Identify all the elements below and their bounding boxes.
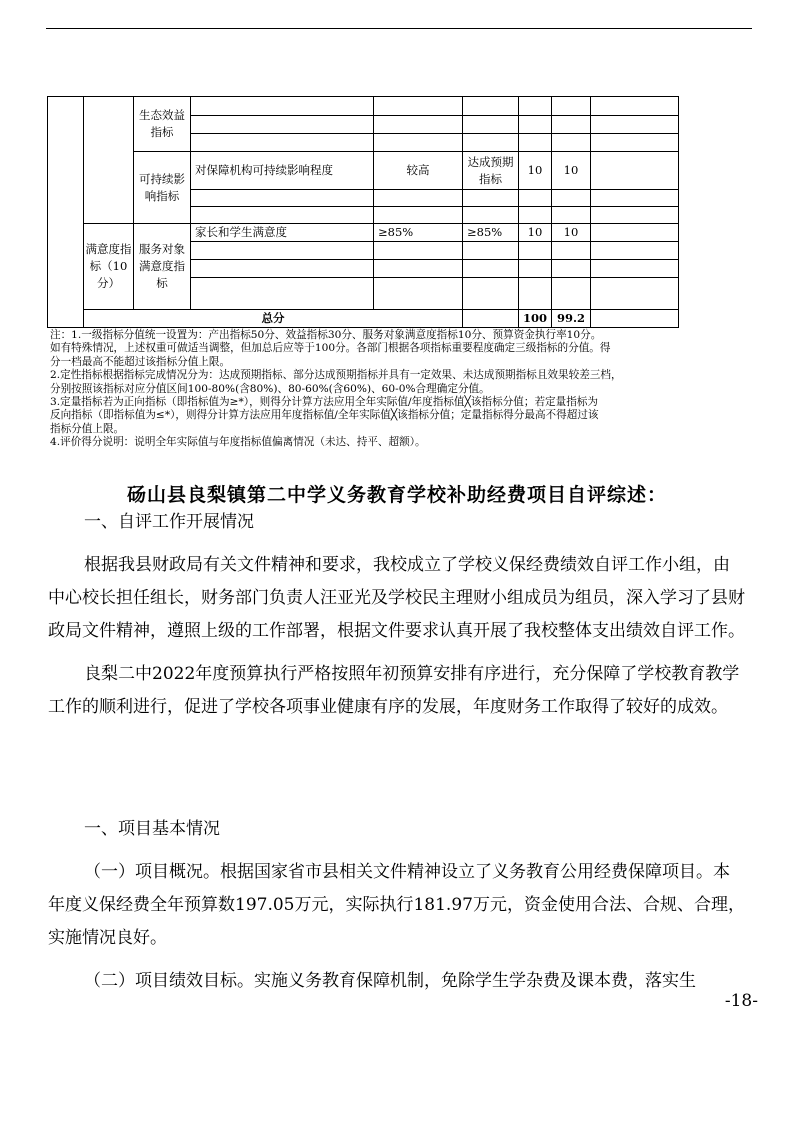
table-row <box>48 310 679 328</box>
paragraph: 根据我县财政局有关文件精神和要求，我校成立了学校义保经费绩效自评工作小组，由中心校长担任组长，财务部门负责人汪亚光及学校民主理财小组成员为组员，深入学习了县财政局文件精神，遵照上级的工作部署，根据文件要求认真开展了我校整体支出绩效自评工作。 <box>48 555 745 641</box>
table-row <box>48 97 679 116</box>
sat-indicator: 家长和学生满意度 <box>191 224 374 242</box>
sat-actual: ≥85% <box>463 224 519 242</box>
performance-table <box>47 96 679 328</box>
section-title: 一、自评工作开展情况 <box>84 512 254 532</box>
sat-score: 10 <box>552 224 591 242</box>
note-line: 2.定性指标根据指标完成情况分为：达成预期指标、部分达成预期指标并具有一定效果、未达成预期指标且效果较差三档， <box>50 369 622 382</box>
table-notes <box>50 329 710 450</box>
sustain-label: 可持续影响指标 <box>134 152 191 224</box>
note-line: 指标分值上限。 <box>50 422 125 435</box>
blank-cell <box>84 97 134 224</box>
table-row <box>48 224 679 242</box>
note-line: 如有特殊情况，上述权重可做适当调整，但加总后应等于100分。各部门根据各项指标重要程度确定三级指标的分值。得 <box>50 342 611 355</box>
total-weight: 100 <box>519 310 552 328</box>
total-score: 99.2 <box>552 310 591 328</box>
sustain-target: 较高 <box>374 152 463 190</box>
table-row <box>48 152 679 190</box>
header-rule <box>46 28 752 29</box>
note-line: 注：1.一级指标分值统一设置为：产出指标50分、效益指标30分、服务对象满意度指标10分、预算资金执行率10分。 <box>50 329 602 341</box>
note-line: 分一档最高不能超过该指标分值上限。 <box>50 355 231 368</box>
note-line: 3.定量指标若为正向指标（即指标值为≥*），则得分计算方法应用全年实际值/年度指标值╳该指标分值；若定量指标为 <box>50 396 599 409</box>
eco-benefit-label: 生态效益指标 <box>134 97 191 152</box>
note-line: 4.评价得分说明：说明全年实际值与年度指标值偏离情况（未达、持平、超额）。 <box>50 436 426 449</box>
note-line: 反向指标（即指标值为≤*），则得分计算方法应用年度指标值/全年实际值╳该指标分值；定量指标得分最高不得超过该 <box>50 409 599 422</box>
satisfaction-label: 满意度指标（10分） <box>84 224 134 310</box>
sustain-actual: 达成预期指标 <box>463 152 519 190</box>
paragraph: 良梨二中2022年度预算执行严格按照年初预算安排有序进行，充分保障了学校教育教学工作的顺利进行，促进了学校各项事业健康有序的发展，年度财务工作取得了较好的成效。 <box>48 664 740 717</box>
section-1 <box>48 506 746 724</box>
report-heading: 砀山县良梨镇第二中学义务教育学校补助经费项目自评综述： <box>126 484 667 506</box>
paragraph: （二）项目绩效目标。实施义务教育保障机制，免除学生学杂费及课本费，落实生 <box>84 971 696 991</box>
page-number: -18- <box>724 991 758 1011</box>
sustain-indicator: 对保障机构可持续影响程度 <box>191 152 374 190</box>
section-title: 一、项目基本情况 <box>84 819 220 839</box>
total-label: 总分 <box>84 310 463 328</box>
section-2 <box>48 813 746 998</box>
blank-cell <box>48 97 84 328</box>
sat-weight: 10 <box>519 224 552 242</box>
sustain-weight: 10 <box>519 152 552 190</box>
sustain-score: 10 <box>552 152 591 190</box>
note-line: 分别按照该指标对应分值区间100-80%(含80%)、80-60%(含60%)、60-0%合理确定分值。 <box>50 382 490 395</box>
sat-target: ≥85% <box>374 224 463 242</box>
service-label: 服务对象满意度指标 <box>134 224 191 310</box>
paragraph: （一）项目概况。根据国家省市县相关文件精神设立了义务教育公用经费保障项目。本年度义保经费全年预算数197.05万元，实际执行181.97万元，资金使用合法、合规、合理，实施情况良好。 <box>48 862 745 948</box>
